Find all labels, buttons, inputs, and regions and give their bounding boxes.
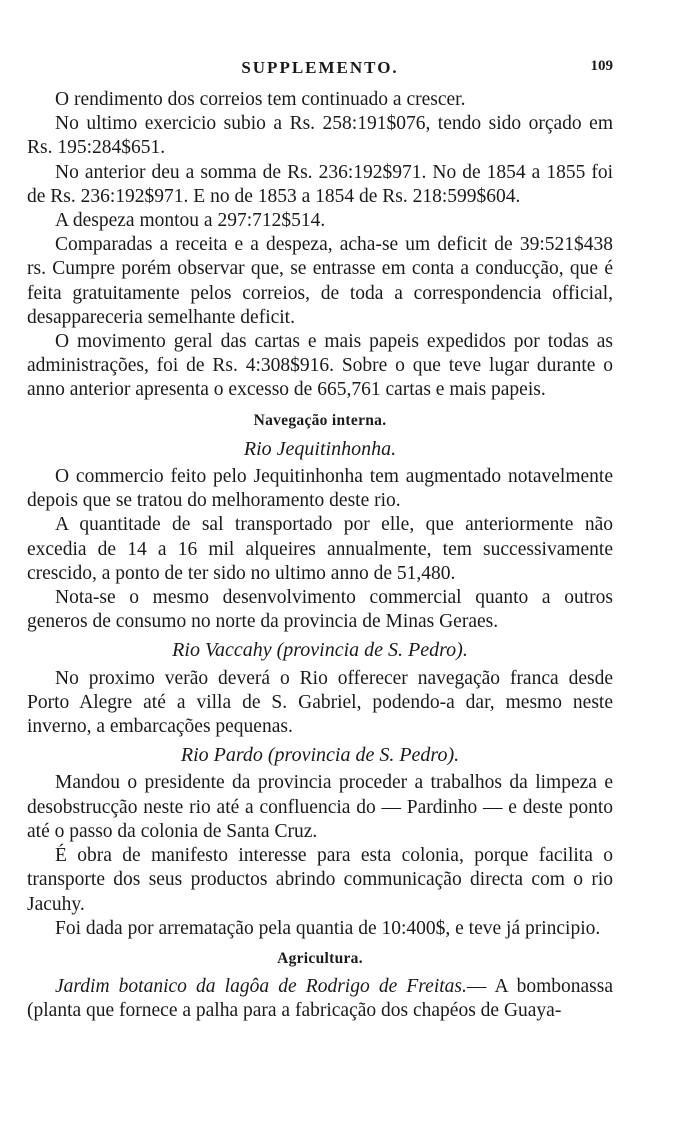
paragraph-lead: Jardim botanico da lagôa de Rodrigo de Freitas. [55, 976, 467, 998]
subsection-heading: Rio Vaccahy (provincia de S. Pedro). [172, 639, 468, 662]
paragraph: Nota-se o mesmo desenvolvimento commercial quanto a outros generos de consumo no norte da provincia de Minas Geraes. [27, 587, 613, 633]
paragraph: O commercio feito pelo Jequitinhonha tem augmentado notavelmente depois que se tratou do melhoramento deste rio. [27, 466, 613, 512]
section-heading: Navegação interna. [253, 411, 387, 429]
paragraph: Foi dada por arrematação pela quantia de 10:400$, e teve já principio. [55, 917, 601, 939]
running-title: SUPPLEMENTO. [241, 58, 399, 77]
paragraph: É obra de manifesto interesse para esta colonia, porque facilita o transporte dos seus productos abrindo communicação directa com o rio Jacuhy. [27, 845, 613, 915]
subsection-heading: Rio Jequitinhonha. [243, 437, 397, 460]
paragraph: A despeza montou a 297:712$514. [55, 210, 326, 232]
running-head [27, 58, 613, 82]
paragraph-agricultura [27, 975, 613, 1023]
paragraph: No anterior deu a somma de Rs. 236:192$971. No de 1854 a 1855 foi de Rs. 236:192$971. E no de 1853 a 1854 de Rs. 218:599$604. [27, 161, 613, 207]
paragraph: Mandou o presidente da provincia proceder a trabalhos da limpeza e desobstrucção neste rio até a confluencia do — Pardinho — e deste ponto até o passo da colonia de Santa Cruz. [27, 772, 613, 842]
paragraph: No ultimo exercicio subio a Rs. 258:191$076, tendo sido orçado em Rs. 195:284$651. [27, 113, 613, 159]
paragraph: Comparadas a receita e a despeza, acha-se um deficit de 39:521$438 rs. Cumpre porém observar que, se entrasse em conta a conducção, que é feita gratuitamente pelos correios, de toda a correspondencia official, desappareceria semelhante deficit. [27, 234, 613, 328]
paragraph: O rendimento dos correios tem continuado a crescer. [55, 89, 466, 110]
paragraph: O movimento geral das cartas e mais papeis expedidos por todas as administrações, foi de Rs. 4:308$916. Sobre o que teve lugar durante o anno anterior apresenta o excesso de 665,761 cartas e mais papeis. [27, 331, 613, 401]
paragraph-text: — A bombonassa (planta que fornece a palha para a fabricação dos chapéos de Guaya- [27, 976, 613, 1022]
paragraph: A quantitade de sal transportado por elle, que anteriormente não excedia de 14 a 16 mil alqueires annualmente, tem successivamente crescido, a ponto de ter sido no ultimo anno de 51,480. [27, 514, 613, 584]
page-number: 109 [590, 58, 613, 74]
subsection-heading: Rio Pardo (provincia de S. Pedro). [180, 744, 460, 767]
page-body [27, 88, 613, 1024]
paragraph: No proximo verão deverá o Rio offerecer navegação franca desde Porto Alegre até a villa de S. Gabriel, podendo-a dar, mesmo neste inverno, a embarcações pequenas. [27, 667, 613, 738]
section-heading: Agricultura. [277, 949, 363, 967]
